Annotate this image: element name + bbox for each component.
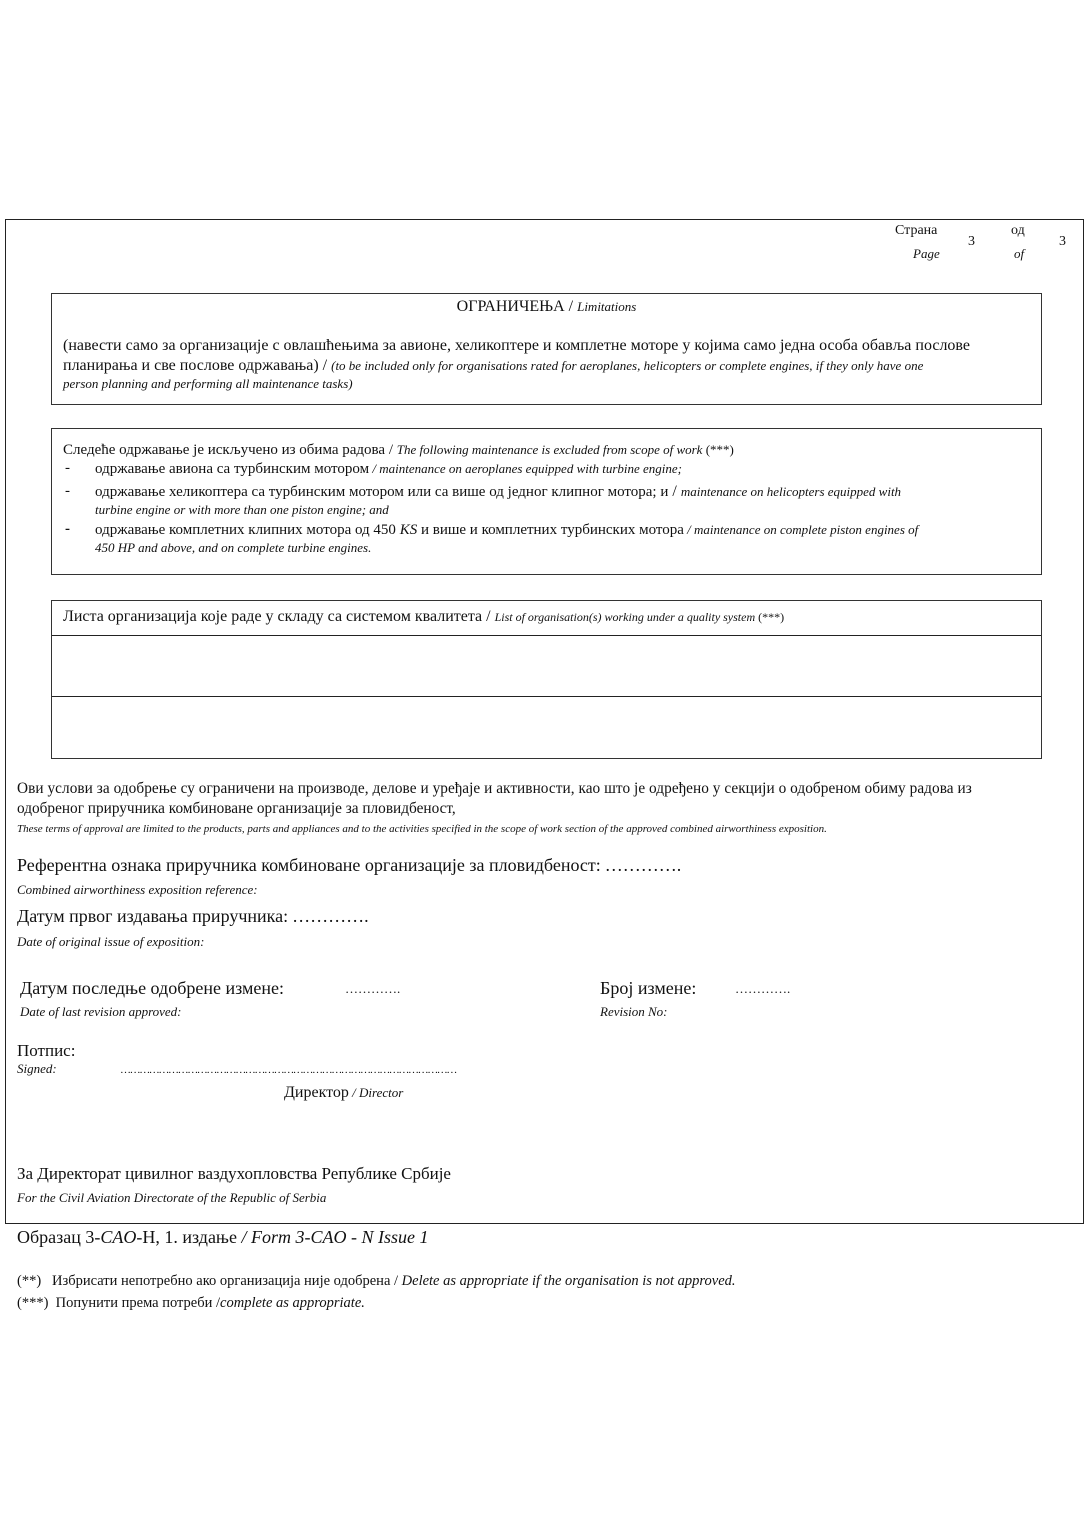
limitations-box: [51, 293, 1042, 405]
of-label: од: [1011, 223, 1025, 238]
role-sr: Директор: [284, 1084, 349, 1101]
separator: /: [369, 461, 380, 476]
excluded-heading-mark: (***): [702, 442, 734, 457]
page-label: Страна: [895, 223, 938, 238]
authority-en: For the Civil Aviation Directorate of the Republic of Serbia: [17, 1190, 327, 1205]
bullet: -: [65, 483, 70, 499]
footnote: [17, 1295, 365, 1312]
signature-label: Потпис:: [17, 1041, 76, 1060]
footnote-sr: Попунити према потреби /: [55, 1295, 221, 1311]
limitations-note-line1: (навести само за организације с овлашћењима за авионе, хеликоптере и комплетне моторе у којима само једна особа обавља послове: [63, 337, 970, 354]
limitations-title: [52, 298, 1041, 316]
footnote-sr: Избрисати непотребно ако организација није одобрена /: [52, 1273, 402, 1289]
form-code-suffix: -Н, 1. издање: [136, 1227, 242, 1247]
signature-line[interactable]: ……………………………………………………………………………………………: [120, 1064, 457, 1076]
footnote-en: Delete as appropriate if the organisation is not approved.: [401, 1273, 736, 1289]
first-issue-label-en: Date of original issue of exposition:: [17, 934, 205, 949]
excluded-item-en: maintenance on helicopters equipped with: [680, 484, 902, 499]
excluded-item-en-cont: turbine engine or with more than one piston engine; and: [95, 502, 389, 517]
separator: /: [683, 522, 695, 537]
form-code-separator: /: [241, 1227, 251, 1247]
limitations-note-sr: планирања и све послове одржавања) /: [63, 357, 332, 374]
total-pages: 3: [1059, 234, 1066, 249]
excluded-heading-sr: Следеће одржавање је искључено из обима радова /: [63, 442, 397, 458]
excluded-item: [95, 483, 1035, 519]
role-separator: /: [348, 1085, 360, 1100]
terms-sr-line2: одобреног приручника комбиноване организације за пловидбеност,: [17, 800, 456, 817]
excluded-item-en: maintenance on complete piston engines of: [694, 522, 919, 537]
excluded-item-sr: одржавање комплетних клипних мотора од 450: [95, 522, 400, 538]
revision-no-value[interactable]: ………….: [735, 981, 791, 996]
excluded-item-en-cont: 450 HP and above, and on complete turbine engines.: [95, 540, 372, 555]
limitations-title-en: Limitations: [577, 299, 637, 314]
excluded-maintenance-box: [51, 428, 1042, 575]
reference-label-en: Combined airworthiness exposition reference:: [17, 882, 258, 897]
reference-label: Референтна ознака приручника комбиноване организације за пловидбеност:: [17, 855, 601, 875]
form-code-en: Form 3-CAO - N Issue 1: [250, 1227, 429, 1247]
first-issue-value[interactable]: ………….: [292, 906, 369, 926]
signature-label-en: Signed:: [17, 1061, 57, 1076]
reference-value[interactable]: ………….: [604, 855, 682, 875]
quality-list-row[interactable]: [52, 696, 1041, 757]
limitations-note-line2: [63, 357, 923, 375]
footnote: [17, 1273, 736, 1290]
page-label-en: Page: [913, 246, 940, 261]
limitations-title-sr: ОГРАНИЧЕЊА: [456, 298, 565, 315]
footnote-mark: (***): [17, 1295, 49, 1311]
separator: /: [668, 483, 681, 500]
of-label-en: of: [1014, 246, 1025, 261]
page-number: 3: [968, 234, 975, 249]
reference-field: [17, 855, 681, 876]
first-issue-label: Датум првог издавања приручника:: [17, 906, 289, 926]
bullet: -: [65, 460, 70, 476]
revision-no-label: Број измене:: [600, 978, 697, 998]
excluded-heading-en: The following maintenance is excluded from scope of work: [396, 442, 703, 457]
excluded-heading: [63, 441, 734, 459]
quality-list-heading-mark: (***): [755, 610, 785, 624]
excluded-item-sr-rest: и више и комплетних турбинских мотора: [417, 522, 684, 538]
form-code-prefix: Образац 3-: [17, 1227, 101, 1247]
excluded-item-en: maintenance on aeroplanes equipped with turbine engine;: [379, 461, 683, 476]
bullet: -: [65, 521, 70, 537]
footnote-mark: (**): [17, 1273, 42, 1289]
last-revision-label-en: Date of last revision approved:: [20, 1004, 182, 1019]
quality-list-table: [51, 600, 1042, 759]
authority-sr: За Директорат цивилног ваздухопловства Републике Србије: [17, 1164, 451, 1183]
quality-list-row[interactable]: [52, 635, 1041, 696]
quality-list-heading-sr: Листа организација које раде у складу са системом квалитета /: [63, 608, 495, 625]
form-code-cao: CAO: [100, 1227, 137, 1247]
excluded-item-sr: одржавање авиона са турбинским мотором: [95, 461, 370, 477]
excluded-item: [95, 460, 1035, 478]
revision-no-label-en: Revision No:: [600, 1004, 668, 1019]
limitations-note-en: (to be included only for organisations rated for aeroplanes, helicopters or complete engines, if they only have one: [331, 358, 924, 373]
first-issue-field: [17, 906, 369, 927]
limitations-note-line3: person planning and performing all maintenance tasks): [63, 376, 353, 391]
excluded-item-sr: одржавање хеликоптера са турбинским мотором или са више од једног клипног мотора; и: [95, 484, 669, 500]
last-revision-label: Датум последње одобрене измене:: [20, 978, 284, 998]
footnote-en: complete as appropriate.: [220, 1295, 365, 1311]
quality-list-heading-en: List of organisation(s) working under a quality system: [494, 610, 756, 624]
terms-en: These terms of approval are limited to the products, parts and appliances and to the activities specified in the scope of work section of the approved combined airworthiness exposition.: [17, 823, 827, 835]
excluded-item: [95, 521, 1035, 557]
role-en: Director: [359, 1085, 404, 1100]
unit-ks: KS: [399, 522, 418, 538]
terms-sr-line1: Ови услови за одобрење су ограничени на производе, делове и уређаје и активности, као што је одређено у секцији о одобреном обиму радова из: [17, 780, 972, 797]
signature-role: [284, 1084, 403, 1102]
last-revision-value[interactable]: ………….: [345, 981, 401, 996]
quality-list-heading: [63, 608, 784, 626]
form-code: [17, 1227, 428, 1248]
title-separator: /: [564, 298, 578, 315]
